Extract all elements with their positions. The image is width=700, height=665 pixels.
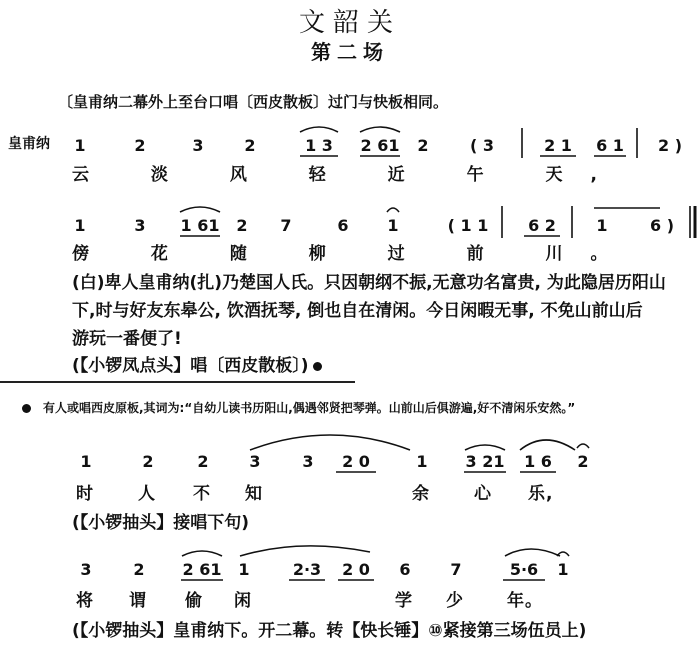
jianpu-note: 1 61: [180, 216, 220, 235]
lyric-char: 偷: [185, 591, 203, 611]
slur: [180, 207, 220, 212]
stage-direction: 〔皇甫纳二幕外上至台口唱〔西皮散板〕过门与快板相同。: [58, 93, 449, 111]
lyric-char: 心: [474, 484, 492, 504]
percussion-cue: (【小锣抽头】接唱下句): [72, 513, 250, 533]
jianpu-note: 1 3: [305, 136, 333, 155]
jianpu-note: 2: [142, 452, 154, 471]
lyric-char: 余: [412, 484, 430, 504]
jianpu-note: 7: [280, 216, 292, 235]
cue-text: (【小锣凤点头】唱〔西皮散板〕): [72, 356, 309, 376]
jianpu-note: 2: [244, 136, 256, 155]
footnote-text: 有人或唱西皮原板,其词为:“自幼儿读书历阳山,偶遇邻贤把琴弹。山前山后俱游遍,好不清闲乐安然。”: [43, 401, 576, 415]
lyrics-line: 傍 花 随 柳 过 前 川。: [72, 244, 636, 264]
jianpu-note: 3: [134, 216, 146, 235]
jianpu-note: 2: [236, 216, 248, 235]
lyric-char: 少: [446, 591, 464, 611]
jianpu-note: 1: [596, 216, 608, 235]
jianpu-note: 2·3: [292, 560, 322, 579]
jianpu-note: 3: [302, 452, 314, 471]
jianpu-note: 2 61: [360, 136, 400, 155]
lyric-char: 知: [245, 484, 263, 504]
slur: [300, 127, 338, 132]
jianpu-note: 1: [416, 452, 428, 471]
slur: [520, 440, 575, 450]
lyric-char: 年。: [507, 591, 543, 611]
lyric-char: 谓: [129, 591, 147, 611]
jianpu-note: 3: [80, 560, 92, 579]
jianpu-note: 1: [238, 560, 250, 579]
scene-subtitle: 第二场: [311, 40, 389, 64]
jianpu-note: 3: [192, 136, 204, 155]
jianpu-note: 1 6: [524, 452, 552, 471]
jianpu-note: 6 ): [649, 216, 674, 235]
lyric-char: 时: [76, 484, 94, 504]
page-title: 文韶关: [298, 8, 401, 38]
jianpu-note: 5·6: [509, 560, 539, 579]
jianpu-note: 2 ): [657, 136, 682, 155]
lyrics-line: 云 淡 风 轻 近 午 天,: [72, 165, 625, 185]
jianpu-note: ( 3: [469, 136, 494, 155]
jianpu-note: 2 0: [342, 560, 370, 579]
jianpu-note: 2: [134, 136, 146, 155]
fermata: [387, 208, 399, 212]
jianpu-note: 6: [399, 560, 411, 579]
lyric-char: 乐,: [528, 484, 554, 504]
closing-direction: (【小锣抽头】皇甫纳下。开二幕。转【快长锤】⑩紧接第三场伍员上): [72, 621, 587, 641]
jianpu-note: 1: [74, 216, 86, 235]
lyric-char: 学: [395, 591, 413, 611]
jianpu-note: 6: [337, 216, 349, 235]
lyric-char: 不: [193, 484, 211, 504]
slur: [250, 435, 410, 450]
lyric-char: 将: [76, 591, 94, 611]
role-name: 皇甫纳: [8, 136, 50, 152]
monologue-line: (白)卑人皇甫纳(扎)乃楚国人氏。只因朝纲不振,无意功名富贵, 为此隐居历阳山: [72, 273, 666, 293]
jianpu-note: 2: [417, 136, 429, 155]
jianpu-note: 2: [577, 452, 589, 471]
monologue-line: 游玩一番便了!: [72, 329, 182, 349]
slur: [465, 445, 505, 450]
jianpu-note: 1: [74, 136, 86, 155]
monologue-line: 下,时与好友东皋公, 饮酒抚琴, 倒也自在清闲。今日闲暇无事, 不免山前山后: [72, 301, 643, 321]
jianpu-note: 2 61: [182, 560, 222, 579]
jianpu-note: 3 21: [465, 452, 505, 471]
jianpu-note: 2: [133, 560, 145, 579]
jianpu-note: 6 2: [528, 216, 556, 235]
jianpu-note: 2 1: [544, 136, 572, 155]
fermata: [577, 444, 589, 448]
slur: [182, 551, 222, 556]
lyric-char: 人: [138, 484, 156, 504]
slur: [240, 546, 370, 556]
jianpu-note: 3: [249, 452, 261, 471]
jianpu-note: 7: [450, 560, 462, 579]
lyric-char: 闲: [234, 591, 252, 611]
jianpu-note: 1: [387, 216, 399, 235]
jianpu-note: 6 1: [596, 136, 624, 155]
jianpu-note: ( 1 1: [447, 216, 489, 235]
jianpu-note: 2 0: [342, 452, 370, 471]
slur: [505, 549, 560, 556]
slur: [360, 127, 400, 132]
jianpu-note: 1: [80, 452, 92, 471]
jianpu-note: 1: [557, 560, 569, 579]
jianpu-note: 2: [197, 452, 209, 471]
